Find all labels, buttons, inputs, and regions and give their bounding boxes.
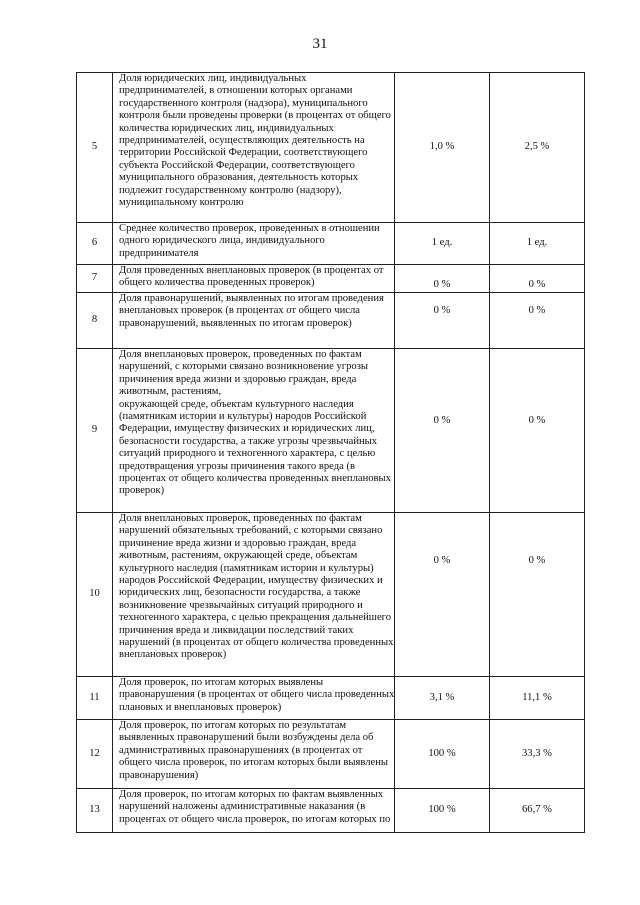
table-row <box>77 265 585 293</box>
row-description: Доля проведенных внеплановых проверок (в процентах от общего количества проведенных проверок) <box>113 265 395 293</box>
row-number: 10 <box>77 513 113 677</box>
value-previous: 0 % <box>490 513 585 677</box>
table-row <box>77 677 585 720</box>
value-previous: 66,7 % <box>490 789 585 833</box>
row-description: Доля внеплановых проверок, проведенных по фактам нарушений обязательных требований, с которыми связано причинение вреда жизни и здоровью граждан, вреда животным, растениям, окружающей среде, объектам культурного наследия (памятникам истории и культуры) народов Российской Федерации, имуществу физических и юридических лиц, безопасности государства, а также возникновение чрезвычайных ситуаций природного и техногенного характера, с целью прекращения дальнейшего причинения вреда и ликвидации последствий таких нарушений (в процентах от общего количества проведенных внеплановых проверок) <box>113 513 395 677</box>
row-description: Доля юридических лиц, индивидуальных предпринимателей, в отношении которых органами государственного контроля (надзора), муниципального контроля были проведены проверки (в процентах от общего количества юридических лиц, индивидуальных предпринимателей, осуществляющих деятельность на территории Российской Федерации, соответствующего субъекта Российской Федерации, соответствующего муниципального образования, деятельность которых подлежит государственному контролю (надзору), муниципальному контролю <box>113 73 395 223</box>
value-previous: 11,1 % <box>490 677 585 720</box>
row-description: Доля правонарушений, выявленных по итогам проведения внеплановых проверок (в процентах от общего числа правонарушений, выявленных по итогам проверок) <box>113 293 395 349</box>
value-current: 0 % <box>395 513 490 677</box>
row-description: Доля проверок, по итогам которых по фактам выявленных нарушений наложены административные наказания (в процентах от общего числа проверок, по итогам которых по <box>113 789 395 833</box>
row-number: 12 <box>77 720 113 789</box>
table-row <box>77 789 585 833</box>
row-description: Доля проверок, по итогам которых по результатам выявленных правонарушений были возбуждены дела об административных правонарушениях (в процентах от общего числа проверок, по итогам которых были выявлены правонарушения) <box>113 720 395 789</box>
table-row <box>77 349 585 513</box>
value-current: 3,1 % <box>395 677 490 720</box>
table-row <box>77 720 585 789</box>
table-row <box>77 73 585 223</box>
value-current: 0 % <box>395 349 490 513</box>
row-number: 6 <box>77 223 113 265</box>
row-description: Среднее количество проверок, проведенных в отношении одного юридического лица, индивидуального предпринимателя <box>113 223 395 265</box>
row-number: 7 <box>77 265 113 293</box>
value-previous: 0 % <box>490 349 585 513</box>
row-number: 11 <box>77 677 113 720</box>
row-number: 5 <box>77 73 113 223</box>
value-previous: 2,5 % <box>490 73 585 223</box>
value-current: 1,0 % <box>395 73 490 223</box>
row-number: 13 <box>77 789 113 833</box>
value-current: 0 % <box>395 293 490 349</box>
value-previous: 0 % <box>490 293 585 349</box>
value-current: 0 % <box>395 265 490 293</box>
row-description: Доля проверок, по итогам которых выявлены правонарушения (в процентах от общего числа проведенных плановых и внеплановых проверок) <box>113 677 395 720</box>
row-number: 8 <box>77 293 113 349</box>
value-previous: 1 ед. <box>490 223 585 265</box>
value-current: 100 % <box>395 789 490 833</box>
indicators-table <box>76 72 585 833</box>
table-row <box>77 293 585 349</box>
table-row <box>77 513 585 677</box>
value-current: 1 ед. <box>395 223 490 265</box>
row-number: 9 <box>77 349 113 513</box>
page-number: 31 <box>312 36 328 52</box>
value-current: 100 % <box>395 720 490 789</box>
table-row <box>77 223 585 265</box>
row-description: Доля внеплановых проверок, проведенных по фактам нарушений, с которыми связано возникновение угрозы причинения вреда жизни и здоровью граждан, вреда животным, растениям, окружающей среде, объектам культурного наследия (памятникам истории и культуры) народов Российской Федерации, имуществу физических и юридических лиц, безопасности государства, а также угрозы чрезвычайных ситуаций природного и техногенного характера, с целью предотвращения угрозы причинения такого вреда (в процентах от общего количества проведенных внеплановых проверок) <box>113 349 395 513</box>
value-previous: 0 % <box>490 265 585 293</box>
value-previous: 33,3 % <box>490 720 585 789</box>
